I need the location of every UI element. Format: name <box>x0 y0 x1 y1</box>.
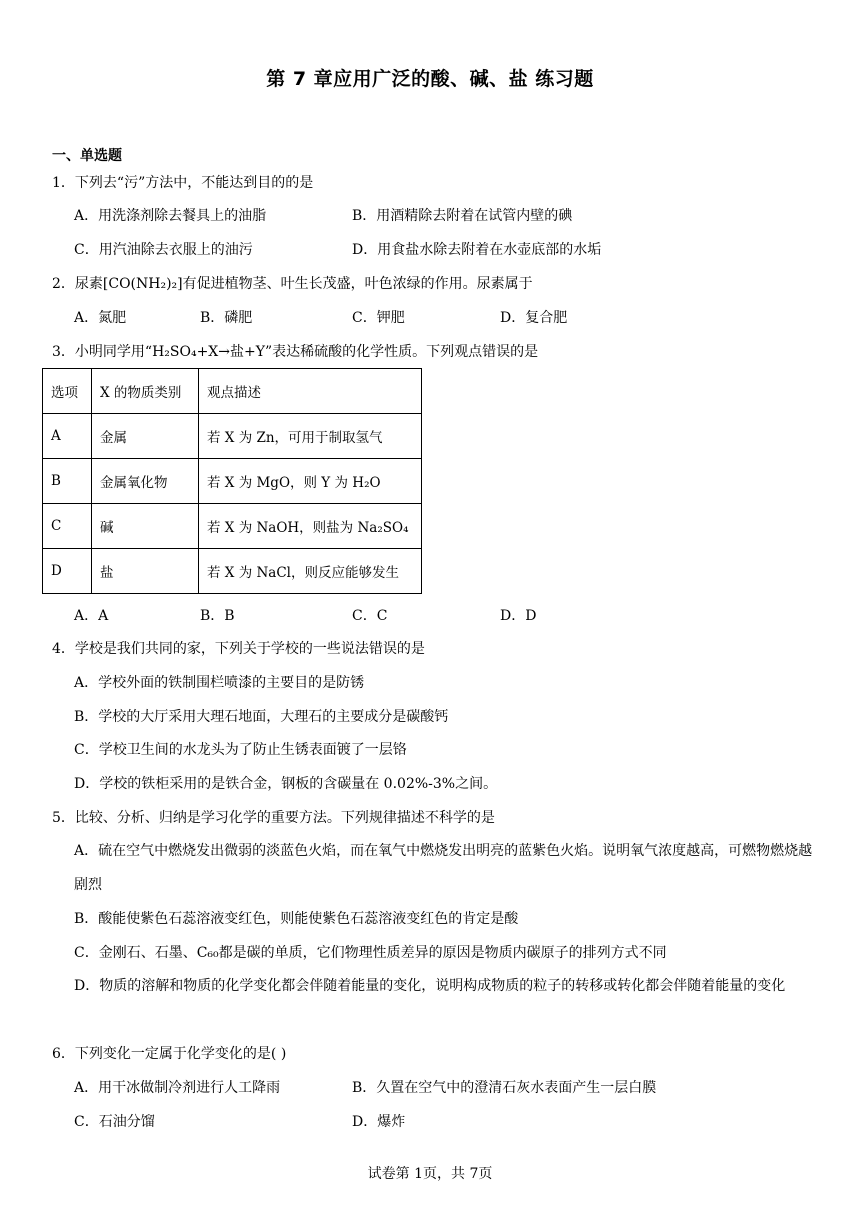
table-row <box>43 504 422 549</box>
table-header-cell: 观点描述 <box>199 369 422 414</box>
page-footer: 试卷第 1页，共 7页 <box>367 1166 493 1182</box>
question-4-option-a: A．学校外面的铁制围栏喷漆的主要目的是防锈 <box>74 675 365 691</box>
question-6-option-d: D．爆炸 <box>352 1114 406 1130</box>
table-cell: A <box>43 414 92 459</box>
question-1-option-c: C．用汽油除去衣服上的油污 <box>74 242 253 258</box>
section-heading: 一、单选题 <box>52 148 122 164</box>
question-3-table <box>42 368 422 594</box>
table-row <box>43 414 422 459</box>
question-6-stem: 6．下列变化一定属于化学变化的是( ) <box>52 1046 287 1062</box>
question-3-option-c: C．C <box>352 608 388 624</box>
question-2-option-a: A．氮肥 <box>74 310 127 326</box>
table-row <box>43 549 422 594</box>
table-header-cell: X 的物质类别 <box>92 369 199 414</box>
question-3-stem: 3．小明同学用“H₂SO₄+X→盐+Y”表达稀硫酸的化学性质。下列观点错误的是 <box>52 344 539 360</box>
table-row <box>43 459 422 504</box>
question-6-option-a: A．用干冰做制冷剂进行人工降雨 <box>74 1080 281 1096</box>
table-cell: 金属 <box>92 414 199 459</box>
question-1-option-a: A．用洗涤剂除去餐具上的油脂 <box>74 208 267 224</box>
question-4-stem: 4．学校是我们共同的家，下列关于学校的一些说法错误的是 <box>52 641 425 657</box>
question-2-option-c: C．钾肥 <box>352 310 405 326</box>
page-title: 第 7 章应用广泛的酸、碱、盐 练习题 <box>266 68 594 90</box>
table-cell: 若 X 为 NaOH，则盐为 Na₂SO₄ <box>199 504 422 549</box>
table-cell: B <box>43 459 92 504</box>
question-6-option-b: B．久置在空气中的澄清石灰水表面产生一层白膜 <box>352 1080 657 1096</box>
question-6-option-c: C．石油分馏 <box>74 1114 155 1130</box>
question-1-stem: 1．下列去“污”方法中，不能达到目的的是 <box>52 175 314 191</box>
question-2-option-b: B．磷肥 <box>200 310 253 326</box>
table-cell: 若 X 为 Zn，可用于制取氢气 <box>199 414 422 459</box>
question-5-option-b: B．酸能使紫色石蕊溶液变红色，则能使紫色石蕊溶液变红色的肯定是酸 <box>74 911 519 927</box>
question-3-option-d: D．D <box>500 608 537 624</box>
question-5-option-d: D．物质的溶解和物质的化学变化都会伴随着能量的变化，说明构成物质的粒子的转移或转化都会伴随着能量的变化 <box>74 978 786 994</box>
question-3-option-b: B．B <box>200 608 235 624</box>
table-cell: D <box>43 549 92 594</box>
table-cell: 碱 <box>92 504 199 549</box>
table-cell: 盐 <box>92 549 199 594</box>
question-4-option-c: C．学校卫生间的水龙头为了防止生锈表面镀了一层铬 <box>74 742 407 758</box>
question-2-option-d: D．复合肥 <box>500 310 568 326</box>
question-4-option-b: B．学校的大厅采用大理石地面，大理石的主要成分是碳酸钙 <box>74 709 449 725</box>
table-cell: 若 X 为 MgO，则 Y 为 H₂O <box>199 459 422 504</box>
question-1-option-b: B．用酒精除去附着在试管内壁的碘 <box>352 208 573 224</box>
question-5-option-c: C．金刚石、石墨、C₆₀都是碳的单质，它们物理性质差异的原因是物质内碳原子的排列方式不同 <box>74 945 667 961</box>
table-header-row <box>43 369 422 414</box>
table-cell: 金属氧化物 <box>92 459 199 504</box>
table-header-cell: 选项 <box>43 369 92 414</box>
table-cell: 若 X 为 NaCl，则反应能够发生 <box>199 549 422 594</box>
question-2-stem: 2．尿素[CO(NH₂)₂]有促进植物茎、叶生长茂盛，叶色浓绿的作用。尿素属于 <box>52 276 533 292</box>
question-3-option-a: A．A <box>74 608 109 624</box>
table-cell: C <box>43 504 92 549</box>
question-5-stem: 5．比较、分析、归纳是学习化学的重要方法。下列规律描述不科学的是 <box>52 810 495 826</box>
question-1-option-d: D．用食盐水除去附着在水壶底部的水垢 <box>352 242 602 258</box>
question-5-option-a: A．硫在空气中燃烧发出微弱的淡蓝色火焰，而在氧气中燃烧发出明亮的蓝紫色火焰。说明氧气浓度越高，可燃物燃烧越剧烈 <box>74 843 813 893</box>
question-4-option-d: D．学校的铁柜采用的是铁合金，钢板的含碳量在 0.02%-3%之间。 <box>74 776 498 792</box>
